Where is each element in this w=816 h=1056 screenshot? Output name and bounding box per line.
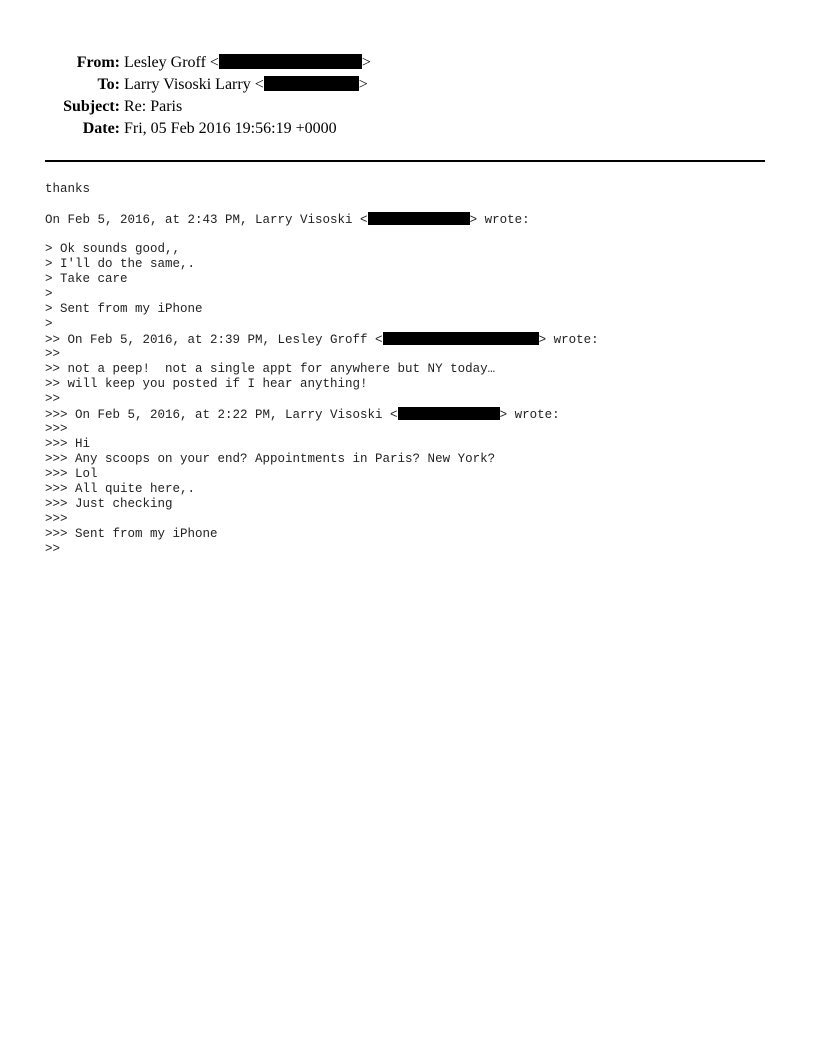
redaction-box: [368, 212, 470, 225]
attribution-text: >>> On Feb 5, 2016, at 2:22 PM, Larry Visoski <: [45, 408, 398, 422]
subject-value: Re: Paris: [124, 98, 183, 115]
header-divider: [45, 160, 765, 162]
date-value: Fri, 05 Feb 2016 19:56:19 +0000: [124, 120, 337, 137]
date-row: [0, 118, 816, 140]
to-close: >: [358, 76, 368, 93]
reply-text: thanks: [45, 182, 91, 196]
from-row: [0, 52, 816, 74]
attribution-line: [45, 407, 599, 422]
quoted-line: >>: [45, 347, 61, 361]
quoted-line: >>> Hi: [45, 437, 91, 451]
quoted-line: >: [45, 287, 53, 301]
to-label: To:: [97, 76, 120, 93]
quoted-line: >>>: [45, 512, 68, 526]
from-value: [124, 52, 371, 74]
redaction-box: [219, 54, 362, 69]
quoted-line: >>> Lol: [45, 467, 98, 481]
quoted-line: > Take care: [45, 272, 128, 286]
quoted-line: > Ok sounds good,,: [45, 242, 181, 256]
attribution-text: >> On Feb 5, 2016, at 2:39 PM, Lesley Groff <: [45, 333, 383, 347]
blank-line: [45, 197, 599, 212]
email-header: [0, 52, 816, 140]
quoted-line: >: [45, 317, 53, 331]
redaction-box: [264, 76, 359, 91]
from-close: >: [361, 54, 371, 71]
date-label: Date:: [82, 120, 120, 137]
quoted-line: > Sent from my iPhone: [45, 302, 203, 316]
blank-line: [45, 227, 599, 242]
from-label: From:: [76, 54, 120, 71]
to-value: [124, 74, 368, 96]
quoted-line: >>>: [45, 422, 68, 436]
attribution-line: [45, 212, 599, 227]
attribution-tail: > wrote:: [469, 213, 530, 227]
to-name: Larry Visoski Larry <: [124, 76, 264, 93]
to-row: [0, 74, 816, 96]
redaction-box: [398, 407, 500, 420]
quoted-line: >>> Any scoops on your end? Appointments in Paris? New York?: [45, 452, 496, 466]
quoted-line: >>: [45, 392, 61, 406]
quoted-line: >>> Just checking: [45, 497, 173, 511]
quoted-line: >>: [45, 542, 61, 556]
email-body: [45, 182, 599, 557]
quoted-line: >> not a peep! not a single appt for anywhere but NY today…: [45, 362, 496, 376]
quoted-line: >>> All quite here,.: [45, 482, 196, 496]
subject-label: Subject:: [63, 98, 120, 115]
from-name: Lesley Groff <: [124, 54, 219, 71]
quoted-line: > I'll do the same,.: [45, 257, 196, 271]
quoted-line: >>> Sent from my iPhone: [45, 527, 218, 541]
attribution-line: [45, 332, 599, 347]
quoted-line: >> will keep you posted if I hear anything!: [45, 377, 368, 391]
subject-row: [0, 96, 816, 118]
redaction-box: [383, 332, 539, 345]
attribution-text: On Feb 5, 2016, at 2:43 PM, Larry Visoski <: [45, 213, 368, 227]
attribution-tail: > wrote:: [538, 333, 599, 347]
attribution-tail: > wrote:: [499, 408, 560, 422]
